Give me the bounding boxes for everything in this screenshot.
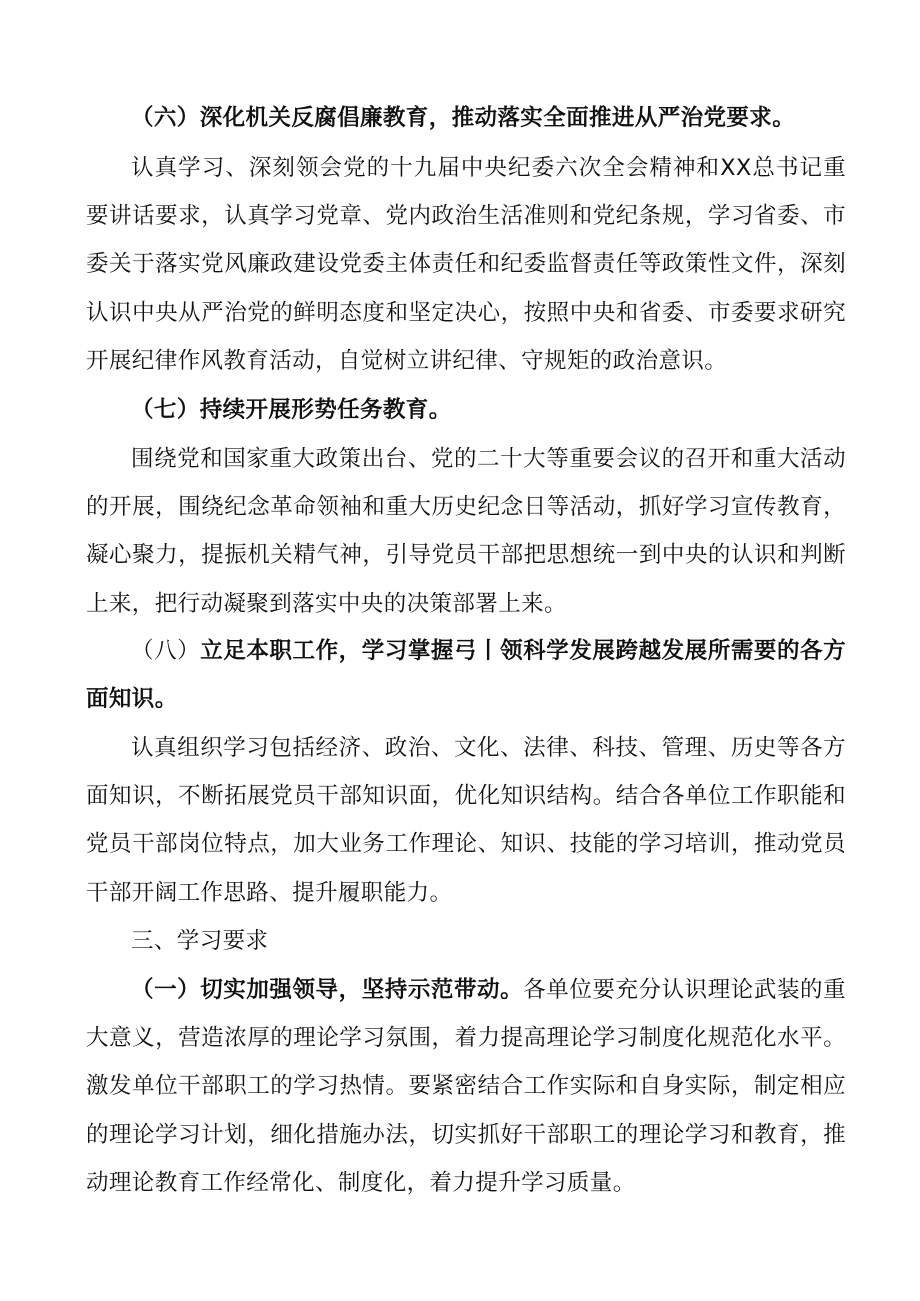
requirement-one-lead: （一）切实加强领导，坚持示范带动。 xyxy=(131,977,524,1003)
requirement-one-text: 各单位要充分认识理论武装的重大意义，营造浓厚的理论学习氛围，着力提高理论学习制度化规范化水平。激发单位干部职工的学习热情。要紧密结合工作实际和自身实际，制定相应的理论学习计划，细化措施办法，切实抓好干部职工的理论学习和教育，推动理论教育工作经常化、制度化，着力提升学习质量。 xyxy=(86,977,846,1196)
heading-eight xyxy=(86,627,846,723)
heading-eight-text: 立足本职工作，学习掌握弓丨领科学发展跨越发展所需要的各方面知识。 xyxy=(86,638,847,713)
body-paragraph-seven: 围绕党和国家重大政策出台、党的二十大等重要会议的召开和重大活动的开展，围绕纪念革命领袖和重大历史纪念日等活动，抓好学习宣传教育，凝心聚力，提振机关精气神，引导党员干部把思想统一到中央的认识和判断上来，把行动凝聚到落实中央的决策部署上来。 xyxy=(86,446,846,617)
heading-six: （六）深化机关反腐倡廉教育，推动落实全面推进从严治党要求。 xyxy=(131,105,796,131)
section-heading-requirements: 三、学习要求 xyxy=(131,928,269,954)
body-paragraph-six: 认真学习、深刻领会党的十九届中央纪委六次全会精神和XX总书记重要讲话要求，认真学习党章、党内政治生活准则和党纪条规，学习省委、市委关于落实党风廉政建设党委主体责任和纪委监督责任等政策性文件，深刻认识中央从严治党的鲜明态度和坚定决心，按照中央和省委、市委要求研究开展纪律作风教育活动，自觉树立讲纪律、守规矩的政治意识。 xyxy=(86,155,846,374)
heading-eight-prefix: （八） xyxy=(131,638,201,664)
body-paragraph-eight: 认真组织学习包括经济、政治、文化、法律、科技、管理、历史等各方面知识，不断拓展党员干部知识面，优化知识结构。结合各单位工作职能和党员干部岗位特点，加大业务工作理论、知识、技能的学习培训，推动党员干部开阔工作思路、提升履职能力。 xyxy=(86,735,846,906)
body-paragraph-requirement-one xyxy=(86,966,846,1207)
heading-seven: （七）持续开展形势任务教育。 xyxy=(131,397,452,423)
